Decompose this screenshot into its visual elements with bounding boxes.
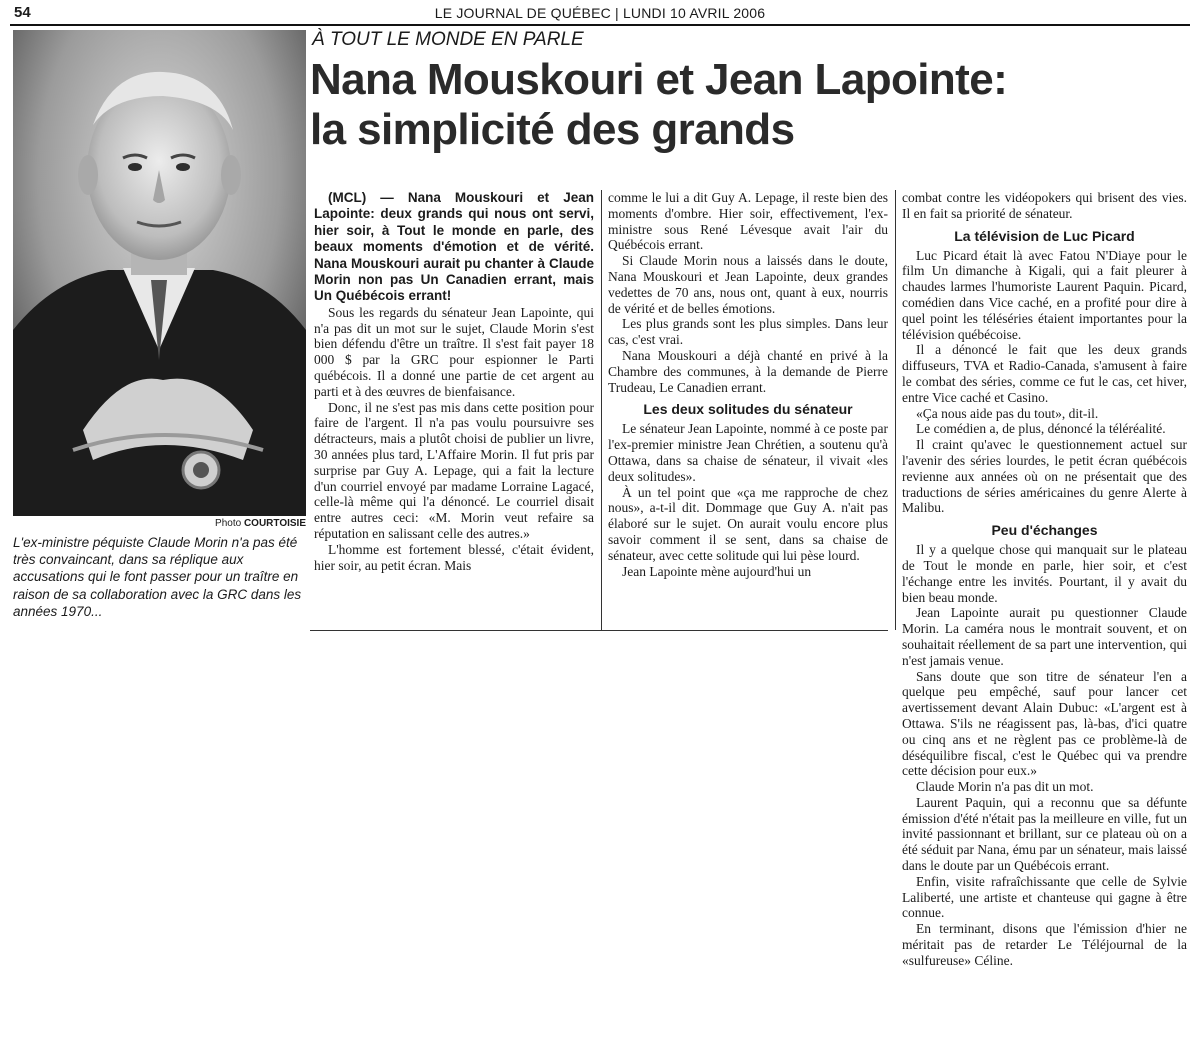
paragraph: «Ça nous aide pas du tout», dit-il. <box>916 405 1099 421</box>
column-divider <box>601 190 602 630</box>
headline-line-1: Nana Mouskouri et Jean Lapointe: <box>310 55 1008 104</box>
paragraph: comme le lui a dit Guy A. Lepage, il reste bien des moments d'ombre. Hier soir, effectivement, l'ex-ministre sous René Lévesque avait l'air du Québécois errant. <box>608 190 888 253</box>
paragraph: Sans doute que son titre de sénateur l'en a quelque peu empêché, sauf pour lancer cet avertissement devant Alain Dubuc: «L'argent est à Ottawa. S'ils ne réagissent pas, là-bas, d'ici quatre ou cinq ans et ne règlent pas ce problème-là de déséquilibre fiscal, c'est le Québec qui va prendre cette décision pour eux.» <box>902 668 1187 779</box>
paragraph: Il a dénoncé le fait que les deux grands diffuseurs, TVA et Radio-Canada, s'amusent à faire le combat des séries, comme ce fut le cas, cet hiver, entre Vice caché et Casino. <box>902 342 1187 405</box>
paragraph: Il craint qu'avec le questionnement actuel sur l'avenir des séries lourdes, le petit écran québécois revienne aux années où on ne présentait que des traductions de séries américaines du genre Alerte à Malibu. <box>902 437 1187 516</box>
paragraph: Luc Picard était là avec Fatou N'Diaye pour le film Un dimanche à Kigali, qui a fait pleurer à chaudes larmes l'humoriste Laurent Paquin. Picard, comédien dans Vice caché, en a profité pour dire à quel point les téléséries étaient importantes pour la télévision québécoise. <box>902 247 1187 342</box>
paragraph: Donc, il ne s'est pas mis dans cette position pour faire de l'argent. Il n'a pas voulu poursuivre ses détracteurs, mais a plutôt choisi de publier un livre, 30 années plus tard, L'Affaire Morin. Il fut pris par surprise par Guy A. Lepage, qui a fait la lecture d'un courriel envoyé par madame Lorraine Lagacé, celle-là même qui l'a dénoncé. Le courriel disait entre autres ceci: «M. Morin veut refaire sa réputation en salissant celle des autres.» <box>314 399 594 541</box>
bottom-rule <box>310 630 888 631</box>
photo-credit <box>200 518 306 529</box>
page-number: 54 <box>14 4 31 21</box>
article-lead: (MCL) — Nana Mouskouri et Jean Lapointe: deux grands qui nous ont servi, hier soir, à Tout le monde en parle, des beaux moments d'émotion et de vérité. Nana Mouskouri aurait pu chanter à Claude Morin non pas Un Canadien errant, mais Un Québécois errant! <box>314 190 594 304</box>
paragraph: Sous les regards du sénateur Jean Lapointe, qui n'a pas dit un mot sur le sujet, Claude Morin s'est bien défendu d'être un traître. Il s'est fait payer 18 000 $ par la GRC pour espionner le Parti québécois. Il a donné une partie de cet argent au parti et à des œuvres de bienfaisance. <box>314 304 594 399</box>
paragraph: Le comédien a, de plus, dénoncé la téléréalité. <box>916 421 1166 437</box>
publication-folio: LE JOURNAL DE QUÉBEC | LUNDI 10 AVRIL 2006 <box>434 5 766 21</box>
paragraph: Laurent Paquin, qui a reconnu que sa défunte émission d'été n'était pas la meilleure en ville, fut un invité passionnant et brillant, sur ce plateau où on a été séduit par Nana, ému par un sénateur, mais laissé dans le doute par un Québécois errant. <box>902 794 1187 874</box>
photo-caption: L'ex-ministre péquiste Claude Morin n'a pas été très convaincant, dans sa réplique aux accusations qui le font passer pour un traître en raison de sa collaboration avec la GRC dans les années 1970... <box>13 535 302 619</box>
subheading: Peu d'échanges <box>991 522 1098 539</box>
paragraph: Nana Mouskouri a déjà chanté en privé à la Chambre des communes, à la demande de Pierre Trudeau, Le Canadien errant. <box>608 347 888 395</box>
paragraph: À un tel point que «ça me rapproche de chez nous», a-t-il dit. Dommage que Guy A. n'ait pas élaboré sur le sujet. On aurait voulu encore plus savoir comment il se sent, dans sa chaise de sénateur, avec cette solitude qui lui pèse lourd. <box>608 484 888 563</box>
article-column-2 <box>608 190 888 579</box>
paragraph: En terminant, disons que l'émission d'hier ne méritait pas de retarder Le Téléjournal de la «sulfureuse» Céline. <box>902 921 1187 968</box>
paragraph: Il y a quelque chose qui manquait sur le plateau de Tout le monde en parle, hier soir, et c'est l'échange entre les invités. Pourtant, il y avait du bien beau monde. <box>902 542 1187 605</box>
article-column-1 <box>314 190 594 573</box>
paragraph: combat contre les vidéopokers qui brisent des vies. Il en fait sa priorité de sénateur. <box>902 190 1187 221</box>
portrait-illustration <box>13 30 306 516</box>
article-kicker: À TOUT LE MONDE EN PARLE <box>312 29 584 50</box>
paragraph: Si Claude Morin nous a laissés dans le doute, Nana Mouskouri et Jean Lapointe, deux grandes vedettes de 70 ans, nous ont, quant à eux, nourris de vérité et de belles émotions. <box>608 253 888 316</box>
paragraph: Enfin, visite rafraîchissante que celle de Sylvie Laliberté, une artiste et chanteuse qui gagne à être connue. <box>902 873 1187 921</box>
headline-line-2: la simplicité des grands <box>310 105 795 154</box>
paragraph: Le sénateur Jean Lapointe, nommé à ce poste par l'ex-premier ministre Jean Chrétien, a soutenu qu'à Ottawa, dans sa chaise de sénateur, il vivait «les deux solitudes». <box>608 421 888 484</box>
header-rule <box>10 24 1190 26</box>
claude-morin-photo <box>13 30 306 516</box>
photo-credit-name: COURTOISIE <box>243 518 306 529</box>
article-column-3 <box>902 190 1187 969</box>
paragraph: Les plus grands sont les plus simples. Dans leur cas, c'est vrai. <box>608 316 888 348</box>
paragraph: L'homme est fortement blessé, c'était évident, hier soir, au petit écran. Mais <box>314 541 594 573</box>
subheading: La télévision de Luc Picard <box>954 227 1135 244</box>
article-headline <box>310 55 1190 155</box>
paragraph: Jean Lapointe mène aujourd'hui un <box>622 563 812 579</box>
paragraph: Claude Morin n'a pas dit un mot. <box>916 779 1094 795</box>
paragraph: Jean Lapointe aurait pu questionner Claude Morin. La caméra nous le montrait souvent, et on souhaitait réellement de sa part une intervention, qui n'est jamais venue. <box>902 605 1187 668</box>
subheading: Les deux solitudes du sénateur <box>643 401 853 418</box>
photo-credit-label: Photo <box>215 518 242 529</box>
column-divider <box>895 190 896 630</box>
